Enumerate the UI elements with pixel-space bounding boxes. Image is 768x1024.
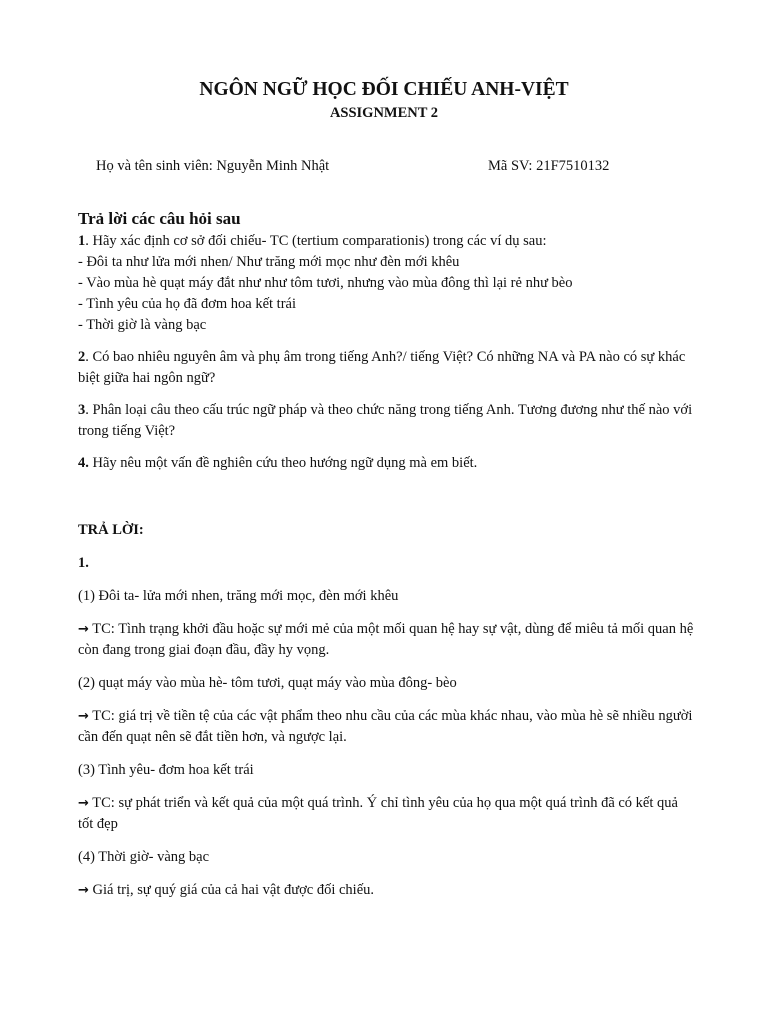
answer-tc: → TC: giá trị về tiền tệ của các vật phẩm theo nhu cầu của các mùa khác nhau, vào mùa hè sẽ nhiều người cần đến quạt nên sẽ đắt tiền hơn, và ngược lại. xyxy=(78,708,693,745)
student-info xyxy=(96,156,696,176)
answers-label: TRẢ LỜI: xyxy=(78,522,144,538)
example-item: - Tình yêu của họ đã đơm hoa kết trái xyxy=(78,296,296,312)
answer-tc: → Giá trị, sự quý giá của cả hai vật được đối chiếu. xyxy=(78,882,375,898)
question-number: 2 xyxy=(78,349,86,365)
question-2 xyxy=(78,347,696,389)
answer-tc: → TC: Tình trạng khởi đầu hoặc sự mới mẻ của một mối quan hệ hay sự vật, dùng để miêu tả mối quan hệ còn đang trong giai đoạn đầu, đầy hy vọng. xyxy=(78,621,694,658)
example-item: - Thời giờ là vàng bạc xyxy=(78,317,207,333)
question-number: 4. xyxy=(78,455,89,471)
example-item: - Vào mùa hè quạt máy đắt như như tôm tươi, nhưng vào mùa đông thì lại rẻ như bèo xyxy=(78,275,573,291)
arrow-right-icon: → xyxy=(78,796,89,811)
example-item: - Đôi ta như lửa mới nhen/ Như trăng mới mọc như đèn mới khêu xyxy=(78,254,460,270)
question-number: 3 xyxy=(78,402,86,418)
document-title: NGÔN NGỮ HỌC ĐỐI CHIẾU ANH-VIỆT xyxy=(199,79,569,100)
answer-example: (4) Thời giờ- vàng bạc xyxy=(78,849,210,865)
answer-example: (2) quạt máy vào mùa hè- tôm tươi, quạt máy vào mùa đông- bèo xyxy=(78,675,457,691)
question-4 xyxy=(78,453,696,474)
question-text: . Phân loại câu theo cấu trúc ngữ pháp và theo chức năng trong tiếng Anh. Tương đương như thế nào với trong tiếng Việt? xyxy=(78,402,693,439)
answers-section xyxy=(78,520,696,913)
answer-section-number: 1. xyxy=(78,555,89,571)
document-subtitle: ASSIGNMENT 2 xyxy=(329,105,439,121)
questions-section xyxy=(78,207,696,474)
arrow-right-icon: → xyxy=(78,709,89,724)
question-text: Hãy nêu một vấn đề nghiên cứu theo hướng ngữ dụng mà em biết. xyxy=(88,455,478,471)
answer-tc: → TC: sự phát triển và kết quả của một quá trình. Ý chỉ tình yêu của họ qua một quá trình đã có kết quả tốt đẹp xyxy=(78,795,678,832)
answer-example: (1) Đôi ta- lửa mới nhen, trăng mới mọc, đèn mới khêu xyxy=(78,588,399,604)
question-1 xyxy=(78,231,696,336)
question-text: . Hãy xác định cơ sở đối chiếu- TC (tertium comparationis) trong các ví dụ sau: xyxy=(85,233,547,249)
student-id: Mã SV: 21F7510132 xyxy=(488,158,610,174)
question-number: 1 xyxy=(78,233,86,249)
arrow-right-icon: → xyxy=(78,883,89,898)
questions-heading: Trả lời các câu hỏi sau xyxy=(78,209,241,228)
arrow-right-icon: → xyxy=(78,622,89,637)
question-text: . Có bao nhiêu nguyên âm và phụ âm trong tiếng Anh?/ tiếng Việt? Có những NA và PA nào có sự khác biệt giữa hai ngôn ngữ? xyxy=(78,349,686,386)
student-name: Họ và tên sinh viên: Nguyễn Minh Nhật xyxy=(96,158,330,174)
answer-example: (3) Tình yêu- đơm hoa kết trái xyxy=(78,762,254,778)
question-3 xyxy=(78,400,696,442)
